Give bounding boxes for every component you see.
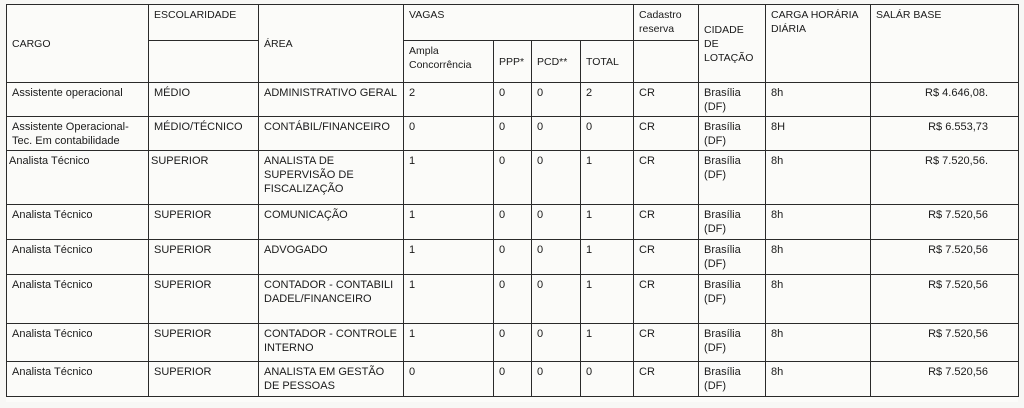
cell-ampla: 1	[404, 240, 494, 275]
cell-pcd: 0	[532, 240, 581, 275]
cell-area: ANALISTA EM GESTÃO DE PESSOAS	[259, 362, 404, 397]
cell-salario: R$ 4.646,08.	[871, 83, 1019, 117]
cell-area: ANALISTA DE SUPERVISÃO DE FISCALIZAÇÃO	[259, 151, 404, 205]
cell-escolaridade: SUPERIOR	[149, 205, 259, 240]
cell-cargo: Analista Técnico	[7, 151, 149, 205]
cell-cidade: Brasília (DF)	[699, 275, 766, 324]
cell-carga: 8h	[766, 83, 871, 117]
cell-carga: 8H	[766, 117, 871, 151]
cell-pcd: 0	[532, 117, 581, 151]
header-escolaridade: ESCOLARIDADE	[149, 5, 259, 41]
cell-area: CONTADOR - CONTABILIDADEL/FINANCEIRO	[259, 275, 404, 324]
header-ampla: Ampla Concorrência	[404, 41, 494, 83]
cell-cargo: Analista Técnico	[7, 362, 149, 397]
header-carga-horaria: CARGA HORÁRIA DIÁRIA	[766, 5, 871, 83]
cell-cargo: Assistente operacional	[7, 83, 149, 117]
cell-cidade: Brasília (DF)	[699, 362, 766, 397]
cell-pcd: 0	[532, 205, 581, 240]
cell-escolaridade: SUPERIOR	[149, 240, 259, 275]
cell-cadastro: CR	[634, 362, 699, 397]
cell-total: 1	[581, 275, 634, 324]
table-row	[7, 117, 1019, 151]
cell-total: 1	[581, 324, 634, 362]
cell-cadastro: CR	[634, 117, 699, 151]
cell-salario: R$ 7.520,56.	[871, 151, 1019, 205]
header-row	[7, 5, 1019, 41]
cell-cadastro: CR	[634, 83, 699, 117]
vacancies-table	[6, 4, 1019, 397]
cell-ppp: 0	[494, 151, 532, 205]
table-row	[7, 151, 1019, 205]
cell-cidade: Brasília (DF)	[699, 205, 766, 240]
table-row	[7, 362, 1019, 397]
table-row	[7, 205, 1019, 240]
cell-cargo: Analista Técnico	[7, 324, 149, 362]
cell-ampla: 1	[404, 324, 494, 362]
header-escolaridade-empty	[149, 41, 259, 83]
cell-area: ADVOGADO	[259, 240, 404, 275]
cell-escolaridade: MÉDIO/TÉCNICO	[149, 117, 259, 151]
cell-ppp: 0	[494, 83, 532, 117]
cell-cidade: Brasília (DF)	[699, 117, 766, 151]
table-row	[7, 83, 1019, 117]
cell-total: 0	[581, 117, 634, 151]
cell-total: 0	[581, 362, 634, 397]
cell-ppp: 0	[494, 205, 532, 240]
cell-cidade: Brasília (DF)	[699, 151, 766, 205]
cell-cargo: Analista Técnico	[7, 205, 149, 240]
cell-salario: R$ 7.520,56	[871, 205, 1019, 240]
cell-area: CONTÁBIL/FINANCEIRO	[259, 117, 404, 151]
cell-carga: 8h	[766, 324, 871, 362]
cell-carga: 8h	[766, 275, 871, 324]
cell-salario: R$ 6.553,73	[871, 117, 1019, 151]
header-salario: SALÁR BASE	[871, 5, 1019, 83]
cell-area: COMUNICAÇÃO	[259, 205, 404, 240]
cell-ampla: 1	[404, 205, 494, 240]
cell-ppp: 0	[494, 362, 532, 397]
header-cargo: CARGO	[7, 5, 149, 83]
cell-ampla: 0	[404, 117, 494, 151]
cell-cargo: Assistente Operacional-Tec. Em contabilidade	[7, 117, 149, 151]
cell-cargo: Analista Técnico	[7, 240, 149, 275]
cell-escolaridade: SUPERIOR	[149, 275, 259, 324]
cell-cadastro: CR	[634, 275, 699, 324]
header-area: ÁREA	[259, 5, 404, 83]
document-sheet	[6, 4, 1018, 402]
cell-cidade: Brasília (DF)	[699, 324, 766, 362]
cell-ppp: 0	[494, 275, 532, 324]
cell-pcd: 0	[532, 83, 581, 117]
cell-cadastro: CR	[634, 151, 699, 205]
cell-ppp: 0	[494, 324, 532, 362]
cell-carga: 8h	[766, 151, 871, 205]
cell-carga: 8h	[766, 205, 871, 240]
cell-escolaridade: SUPERIOR	[149, 324, 259, 362]
cell-pcd: 0	[532, 324, 581, 362]
cell-cadastro: CR	[634, 205, 699, 240]
cell-cidade: Brasília (DF)	[699, 83, 766, 117]
header-vagas: VAGAS	[404, 5, 634, 41]
table-row	[7, 240, 1019, 275]
header-cadastro-empty	[634, 41, 699, 83]
cell-salario: R$ 7.520,56	[871, 275, 1019, 324]
cell-ampla: 1	[404, 275, 494, 324]
cell-salario: R$ 7.520,56	[871, 240, 1019, 275]
cell-escolaridade: SUPERIOR	[149, 151, 259, 205]
cell-pcd: 0	[532, 151, 581, 205]
cell-pcd: 0	[532, 275, 581, 324]
cell-escolaridade: SUPERIOR	[149, 362, 259, 397]
cell-carga: 8h	[766, 362, 871, 397]
header-cadastro-reserva: Cadastro reserva	[634, 5, 699, 41]
cell-total: 1	[581, 151, 634, 205]
cell-cidade: Brasília (DF)	[699, 240, 766, 275]
cell-total: 2	[581, 83, 634, 117]
cell-total: 1	[581, 205, 634, 240]
cell-cargo: Analista Técnico	[7, 275, 149, 324]
cell-ampla: 0	[404, 362, 494, 397]
cell-total: 1	[581, 240, 634, 275]
header-cidade: CIDADE DE LOTAÇÃO	[699, 5, 766, 83]
cell-salario: R$ 7.520,56	[871, 324, 1019, 362]
table-row	[7, 324, 1019, 362]
cell-ampla: 2	[404, 83, 494, 117]
cell-ppp: 0	[494, 117, 532, 151]
cell-cadastro: CR	[634, 324, 699, 362]
cell-cadastro: CR	[634, 240, 699, 275]
cell-ppp: 0	[494, 240, 532, 275]
header-pcd: PCD**	[532, 41, 581, 83]
cell-carga: 8h	[766, 240, 871, 275]
cell-escolaridade: MÉDIO	[149, 83, 259, 117]
header-total: TOTAL	[581, 41, 634, 83]
cell-pcd: 0	[532, 362, 581, 397]
cell-ampla: 1	[404, 151, 494, 205]
cell-area: ADMINISTRATIVO GERAL	[259, 83, 404, 117]
cell-salario: R$ 7.520,56	[871, 362, 1019, 397]
cell-area: CONTADOR - CONTROLE INTERNO	[259, 324, 404, 362]
header-ppp: PPP*	[494, 41, 532, 83]
table-row	[7, 275, 1019, 324]
